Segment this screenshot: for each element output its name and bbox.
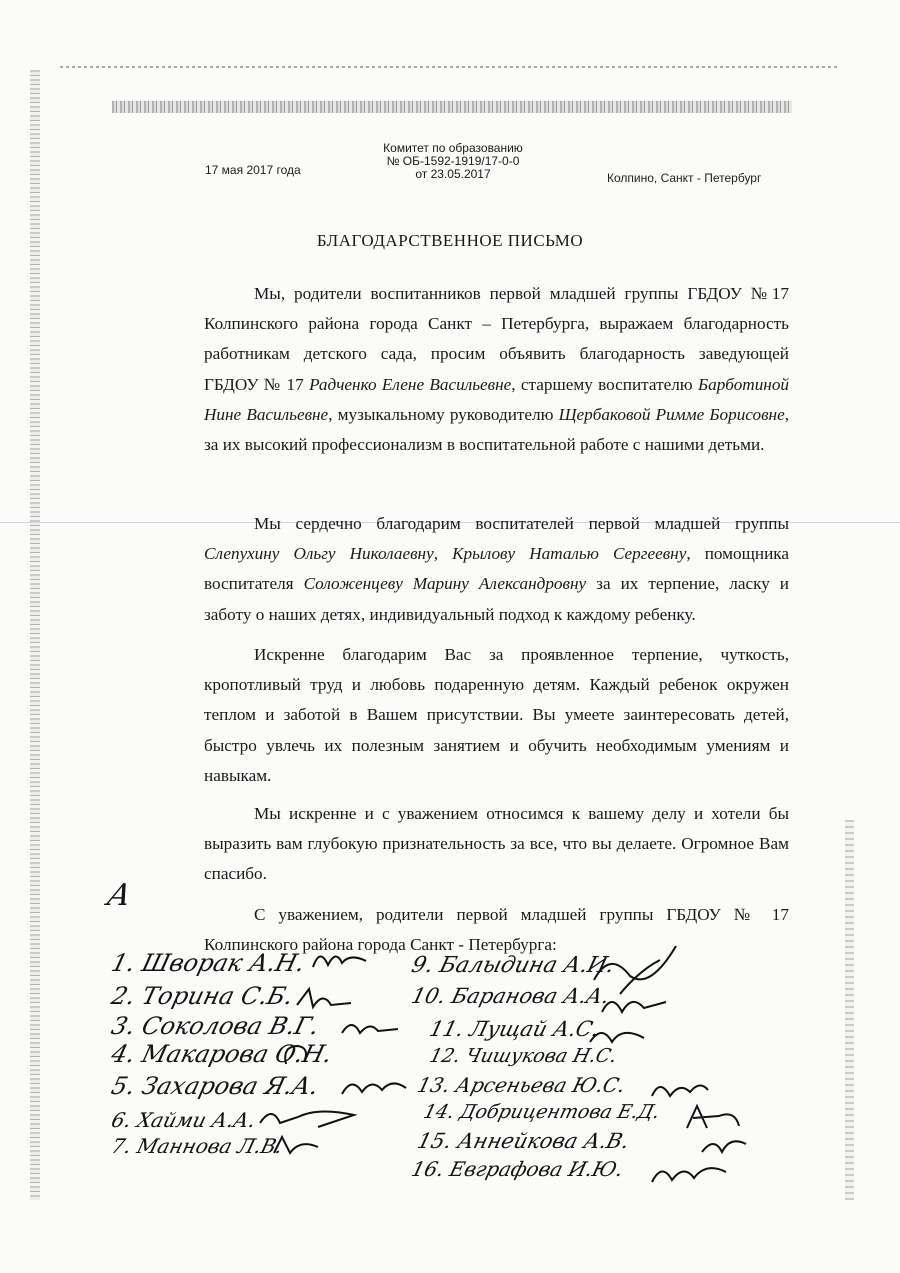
signature-scribble-1 <box>310 945 370 975</box>
stamp-line-3: от 23.05.2017 <box>415 167 491 181</box>
signature-right-2: 10. Баранова А.А. <box>409 984 613 1008</box>
paragraph-5-closing: С уважением, родители первой младшей группы ГБДОУ № 17 Колпинского района города Санкт - Петербурга: <box>204 905 789 955</box>
p2-name-1: Слепухину Ольгу Николаевну <box>204 544 434 564</box>
scan-artifact-right-edge <box>845 820 854 1200</box>
p2-text-4: за их терпение, ласку и заботу о наших детях, индивидуальный подход к каждому ребенку. <box>204 574 790 624</box>
p1-name-2: Барботиной Нине Васильевне <box>204 374 790 424</box>
p2-name-2: Крылову Наталью Сергеевну <box>452 544 687 564</box>
signature-scribble-4 <box>280 1040 320 1070</box>
letter-place: Колпино, Санкт - Петербург <box>607 171 762 185</box>
signature-right-6: 14. Добрицентова Е.Д. <box>421 1101 663 1123</box>
signature-right-3: 11. Лущай А.С. <box>427 1017 602 1041</box>
signature-right-7: 15. Аннейкова А.В. <box>415 1129 632 1153</box>
paragraph-3: Искренне благодарим Вас за проявленное терпение, чуткость, кропотливый труд и любовь подаренную детям. Каждый ребенок окружен теплом и заботой в Вашем присутствии. Вы умеете заинтересовать детей, быстро увлечь их полезным занятием и обучить необходимым умениям и навыкам. <box>204 645 789 785</box>
p1-text-3: , музыкальному руководителю <box>328 404 559 424</box>
paragraph-2 <box>204 509 789 630</box>
signature-scribble-2 <box>295 985 355 1013</box>
signature-scribble-7 <box>272 1133 322 1159</box>
signature-right-4: 12. Чишукова Н.С. <box>427 1045 620 1067</box>
signature-left-3: 3. Соколова В.Г. <box>108 1012 323 1040</box>
signature-left-1: 1. Шворак А.Н. <box>108 949 308 977</box>
p2-name-3: Соложенцеву Марину Александровну <box>303 574 587 594</box>
signature-left-6: 6. Хайми А.А. <box>109 1108 259 1132</box>
signature-scribble-14 <box>650 1158 730 1188</box>
stamp-line-2: № ОБ-1592-1919/17-0-0 <box>386 154 520 168</box>
signature-scribble-12 <box>683 1102 743 1132</box>
signature-scribble-9 <box>600 990 670 1020</box>
p1-text-1: Мы, родители воспитанников первой младшей группы ГБДОУ №17 Колпинского района города Санкт – Петербурга, выражаем благодарность работникам детского сада, просим объявить благодарность заведующей ГБДОУ № 17 <box>204 284 789 394</box>
p1-text-4: , за их высокий профессионализм в воспитательной работе с нашими детьми. <box>204 404 790 455</box>
signature-right-5: 13. Арсеньева Ю.С. <box>415 1073 628 1097</box>
paragraph-1 <box>204 279 789 460</box>
registration-stamp <box>368 142 538 181</box>
p2-text-3: , помощника воспитателя <box>204 544 789 594</box>
paragraph-4: Мы искренне и с уважением относимся к вашему делу и хотели бы выразить вам глубокую признательность за все, что вы делаете. Огромное Вам спасибо. <box>204 804 789 884</box>
signature-left-2: 2. Торина С.Б. <box>108 982 297 1010</box>
signature-scribble-3 <box>340 1015 400 1041</box>
p1-name-3: Щербаковой Римме Борисовне <box>558 404 785 424</box>
signature-right-8: 16. Евграфова И.Ю. <box>409 1157 626 1181</box>
signature-left-4: 4. Макарова О.Н. <box>108 1040 336 1068</box>
letter-date: 17 мая 2017 года <box>205 163 301 177</box>
signature-left-5: 5. Захарова Я.А. <box>108 1072 322 1100</box>
scan-artifact-bar <box>112 101 792 113</box>
signature-scribble-5 <box>340 1072 410 1102</box>
p1-text-2: , старшему воспитателю <box>511 374 698 394</box>
signature-left-7: 7. Маннова Л.В. <box>109 1134 286 1158</box>
signature-scribble-10 <box>588 1022 648 1050</box>
stamp-line-1: Комитет по образованию <box>383 141 523 155</box>
p1-name-1: Радченко Елене Васильевне <box>309 374 512 394</box>
signature-scribble-11 <box>650 1074 710 1104</box>
p2-text-1: Мы сердечно благодарим воспитателей первой младшей группы <box>254 514 789 533</box>
signature-scribble-13 <box>700 1132 750 1160</box>
signature-right-1: 9. Балыдина А.И. <box>408 953 617 978</box>
p2-text-2: , <box>433 544 453 564</box>
signature-scribble-6 <box>258 1103 358 1133</box>
letter-title: БЛАГОДАРСТВЕННОЕ ПИСЬМО <box>316 231 584 250</box>
handwritten-mark: А <box>103 878 136 913</box>
scan-artifact-line <box>60 66 840 68</box>
